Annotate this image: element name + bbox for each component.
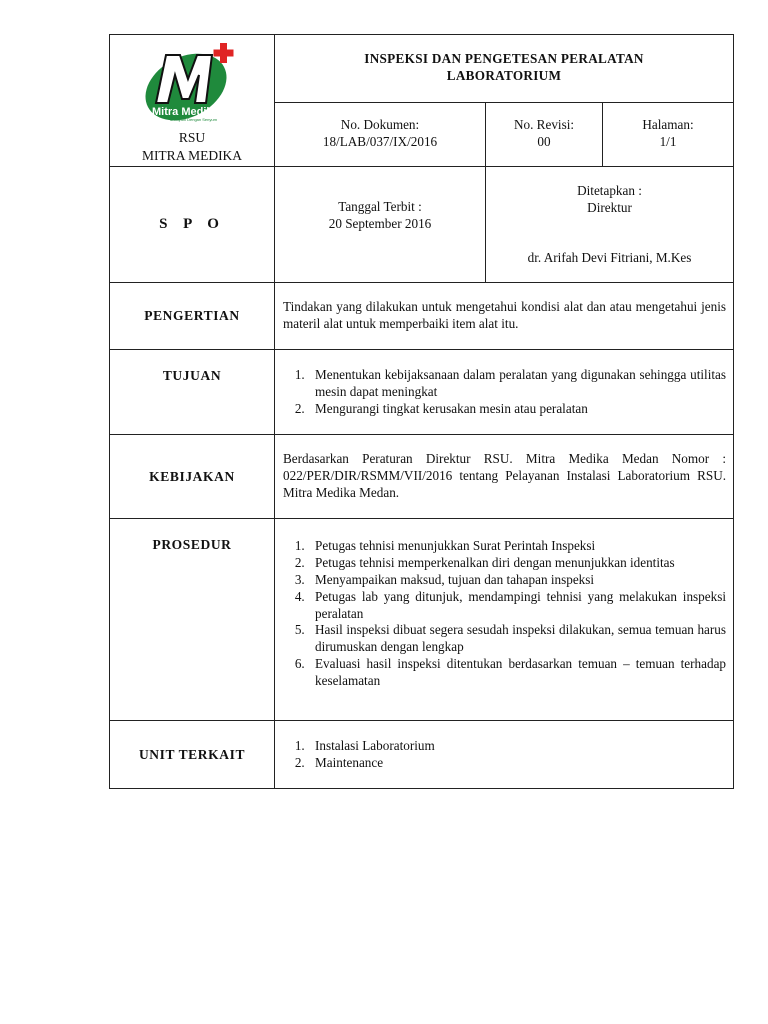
section-content-tujuan xyxy=(275,350,734,435)
section-label-tujuan: TUJUAN xyxy=(110,350,275,435)
revision-label: No. Revisi: xyxy=(513,117,575,133)
document-number-cell xyxy=(275,102,486,167)
org-cell xyxy=(110,35,275,167)
revision-value: 00 xyxy=(537,134,551,150)
list-item: 6. Evaluasi hasil inspeksi ditentukan berdasarkan temuan – temuan terhadap keselamatan xyxy=(308,656,726,690)
list-item: 4. Petugas lab yang ditunjuk, mendampingi tehnisi yang melakukan inspeksi peralatan xyxy=(308,589,726,623)
title-line1: INSPEKSI DAN PENGETESAN PERALATAN xyxy=(364,51,644,67)
org-name-line1: RSU xyxy=(178,130,206,146)
section-content-prosedur xyxy=(275,519,734,721)
list-item: 1. Petugas tehnisi menunjukkan Surat Perintah Inspeksi xyxy=(308,538,726,555)
unit-terkait-list xyxy=(283,738,726,772)
logo-tagline: Melayani Dengan Senyum xyxy=(170,117,217,123)
revision-cell xyxy=(486,102,603,167)
list-item: 2. Mengurangi tingkat kerusakan mesin atau peralatan xyxy=(308,401,726,418)
section-label-pengertian: PENGERTIAN xyxy=(110,283,275,350)
spo-document-table xyxy=(109,34,734,789)
title-line2: LABORATORIUM xyxy=(446,68,562,84)
hospital-logo xyxy=(140,37,244,123)
section-text-pengertian: Tindakan yang dilakukan untuk mengetahui kondisi alat dan atau mengetahui jenis materil alat untuk memperbaiki item alat itu. xyxy=(275,283,734,350)
section-content-unit-terkait xyxy=(275,721,734,789)
section-label-unit-terkait: UNIT TERKAIT xyxy=(110,721,275,789)
list-item: 2. Petugas tehnisi memperkenalkan diri dengan menunjukkan identitas xyxy=(308,555,726,572)
section-label-kebijakan: KEBIJAKAN xyxy=(110,435,275,519)
issue-date-value: 20 September 2016 xyxy=(328,215,432,231)
issue-date-label: Tanggal Terbit : xyxy=(338,199,422,214)
list-item: 5. Hasil inspeksi dibuat segera sesudah inspeksi dilakukan, semua temuan harus dirumuskan dengan lengkap xyxy=(308,622,726,656)
org-name-line2: MITRA MEDIKA xyxy=(141,147,243,163)
approved-label: Ditetapkan : xyxy=(577,183,642,198)
list-item: 1. Instalasi Laboratorium xyxy=(308,738,726,755)
spo-label: S P O xyxy=(159,215,225,232)
approved-role: Direktur xyxy=(587,199,632,215)
approved-name: dr. Arifah Devi Fitriani, M.Kes xyxy=(527,250,692,266)
document-number-label: No. Dokumen: xyxy=(340,117,420,133)
document-title xyxy=(275,35,734,103)
spo-label-cell xyxy=(110,167,275,283)
document-number-value: 18/LAB/037/IX/2016 xyxy=(322,134,438,150)
tujuan-list xyxy=(283,367,726,418)
page-cell xyxy=(603,102,734,167)
page-label: Halaman: xyxy=(642,117,694,133)
approval-cell xyxy=(486,167,734,283)
section-label-prosedur: PROSEDUR xyxy=(110,519,275,721)
page-value: 1/1 xyxy=(659,134,677,150)
prosedur-list xyxy=(283,538,726,690)
logo-wordmark: Mitra Medika xyxy=(152,106,219,119)
list-item: 3. Menyampaikan maksud, tujuan dan tahapan inspeksi xyxy=(308,572,726,589)
list-item: 2. Maintenance xyxy=(308,755,726,772)
issue-date-cell xyxy=(275,167,486,283)
list-item: 1. Menentukan kebijaksanaan dalam peralatan yang digunakan sehingga utilitas mesin dapat meningkat xyxy=(308,367,726,401)
section-text-kebijakan: Berdasarkan Peraturan Direktur RSU. Mitra Medika Medan Nomor : 022/PER/DIR/RSMM/VII/2016 tentang Pelayanan Instalasi Laboratorium RSU. Mitra Medika Medan. xyxy=(275,435,734,519)
